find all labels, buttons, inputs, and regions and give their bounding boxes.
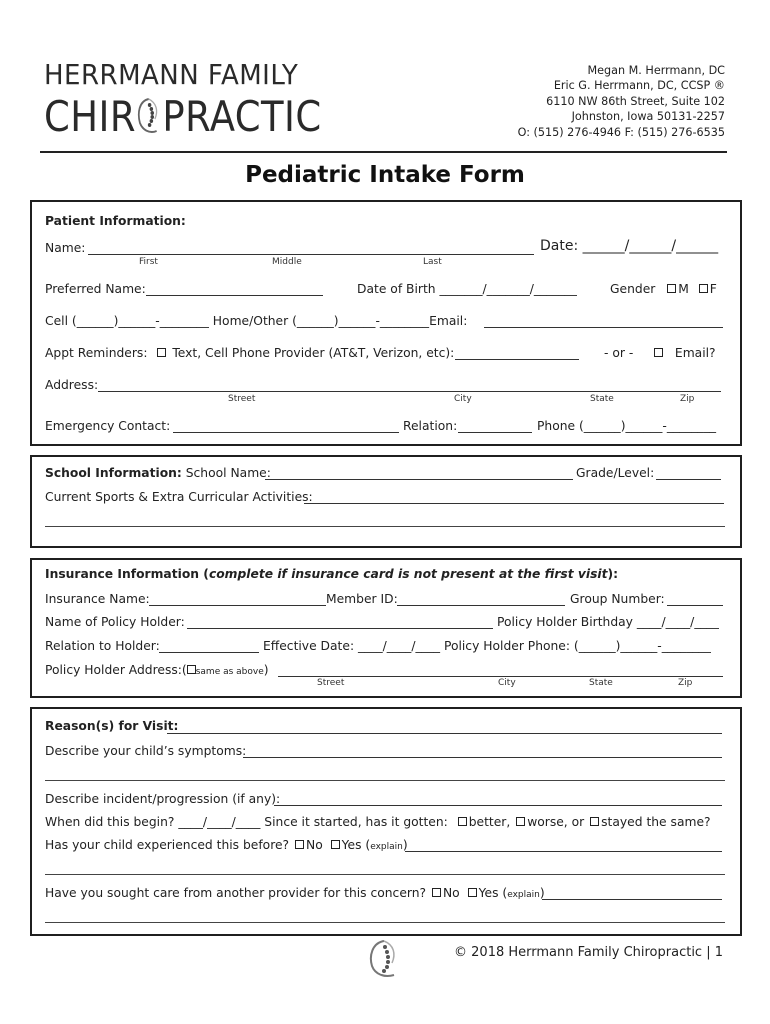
grade-label: Grade/Level: bbox=[576, 466, 655, 480]
better-checkbox[interactable] bbox=[458, 817, 467, 826]
doctor-name-1: Megan M. Herrmann, DC bbox=[587, 64, 725, 77]
date-field[interactable]: Date: ______/______/______ bbox=[540, 238, 719, 254]
symptoms-field[interactable] bbox=[243, 757, 722, 758]
phone-fax: O: (515) 276-4946 F: (515) 276-6535 bbox=[517, 125, 725, 139]
email-reminder-checkbox[interactable] bbox=[654, 348, 663, 357]
gender-m-checkbox[interactable] bbox=[667, 284, 676, 293]
insurance-heading-c: ): bbox=[607, 567, 619, 581]
gender-f-checkbox[interactable] bbox=[699, 284, 708, 293]
first-caption: First bbox=[139, 257, 158, 267]
gender-label: Gender bbox=[610, 282, 656, 296]
experienced-yes-checkbox[interactable] bbox=[331, 840, 340, 849]
gender-f-label: F bbox=[709, 282, 717, 296]
emergency-contact-label: Emergency Contact: bbox=[45, 419, 171, 433]
email-reminder-group bbox=[652, 346, 716, 360]
same-as-above-label: same as above bbox=[195, 667, 264, 677]
school-name-field[interactable] bbox=[265, 479, 573, 480]
address-field[interactable] bbox=[98, 391, 721, 392]
state-caption: State bbox=[590, 394, 614, 404]
same-as-above-checkbox[interactable] bbox=[187, 665, 196, 674]
gender-m-label: M bbox=[678, 282, 689, 296]
ins-state-caption: State bbox=[589, 678, 613, 688]
insurance-name-label: Insurance Name: bbox=[45, 592, 150, 606]
policy-holder-address-field[interactable] bbox=[278, 676, 723, 677]
experienced-explain-label: explain bbox=[370, 842, 403, 852]
middle-caption: Middle bbox=[272, 257, 302, 267]
sought-care-label: Have you sought care from another provider for this concern? bbox=[45, 886, 427, 900]
street-address: 6110 NW 86th Street, Suite 102 bbox=[546, 94, 725, 108]
insurance-heading bbox=[45, 567, 618, 581]
logo-text-b: PRACTIC bbox=[162, 92, 322, 141]
experienced-close-paren: ) bbox=[402, 838, 408, 852]
sought-field-continued[interactable] bbox=[45, 922, 725, 923]
policy-holder-birthday-field[interactable]: Policy Holder Birthday ____/____/____ bbox=[497, 615, 719, 629]
name-field[interactable] bbox=[88, 254, 534, 255]
footer-copyright: © 2018 Herrmann Family Chiropractic | 1 bbox=[454, 945, 723, 960]
relation-field[interactable] bbox=[458, 432, 532, 433]
email-question-label: Email? bbox=[674, 346, 716, 360]
school-name-label: School Name: bbox=[185, 466, 271, 480]
member-id-field[interactable] bbox=[397, 605, 565, 606]
insurance-name-field[interactable] bbox=[149, 605, 326, 606]
ins-street-caption: Street bbox=[317, 678, 345, 688]
experienced-field-continued[interactable] bbox=[45, 874, 725, 875]
address-label: Address: bbox=[45, 378, 99, 392]
dob-field[interactable]: Date of Birth _______/_______/_______ bbox=[357, 282, 577, 296]
preferred-name-label: Preferred Name: bbox=[45, 282, 146, 296]
reasons-for-visit-section bbox=[30, 707, 742, 936]
spine-logo-icon bbox=[136, 99, 162, 135]
or-label: - or - bbox=[604, 346, 634, 360]
preferred-name-field[interactable] bbox=[146, 295, 323, 296]
sought-yes-checkbox[interactable] bbox=[468, 888, 477, 897]
same-label: stayed the same? bbox=[601, 815, 711, 829]
sports-field-continued[interactable] bbox=[45, 526, 725, 527]
worse-label: worse, or bbox=[527, 815, 585, 829]
sought-no-checkbox[interactable] bbox=[432, 888, 441, 897]
phone-email-row[interactable]: Cell (______)______-________ Home/Other (______)______-________Email: bbox=[45, 314, 468, 328]
gender-group bbox=[610, 282, 717, 296]
group-number-field[interactable] bbox=[667, 605, 723, 606]
sought-explain-field[interactable] bbox=[542, 899, 722, 900]
onset-row bbox=[45, 815, 711, 829]
cell-provider-field[interactable] bbox=[455, 359, 579, 360]
group-number-label: Group Number: bbox=[570, 592, 665, 606]
relation-to-holder-label: Relation to Holder: bbox=[45, 639, 160, 653]
patient-information-section bbox=[30, 200, 742, 446]
sought-care-row bbox=[45, 886, 545, 900]
worse-checkbox[interactable] bbox=[516, 817, 525, 826]
appt-reminders-row bbox=[45, 346, 454, 360]
insurance-information-section bbox=[30, 558, 742, 698]
city-caption: City bbox=[454, 394, 472, 404]
header-divider bbox=[40, 151, 727, 153]
emergency-contact-field[interactable] bbox=[173, 432, 399, 433]
logo-title-line2 bbox=[44, 92, 322, 141]
reasons-field[interactable] bbox=[167, 733, 722, 734]
emergency-phone-field[interactable]: Phone (______)______-________ bbox=[537, 419, 717, 433]
reasons-label: Reason(s) for Visit: bbox=[45, 719, 179, 733]
experienced-yes-label: Yes ( bbox=[341, 838, 371, 852]
text-provider-label: Text, Cell Phone Provider (AT&T, Verizon, etc): bbox=[172, 346, 455, 360]
policy-holder-address-label: Policy Holder Address:( bbox=[45, 663, 187, 677]
patient-heading: Patient Information: bbox=[45, 214, 186, 228]
sports-label: Current Sports & Extra Curricular Activities: bbox=[45, 490, 313, 504]
same-checkbox[interactable] bbox=[590, 817, 599, 826]
school-information-section bbox=[30, 455, 742, 548]
incident-label: Describe incident/progression (if any): bbox=[45, 792, 281, 806]
city-address: Johnston, Iowa 50131-2257 bbox=[571, 110, 725, 124]
policy-holder-address-row bbox=[45, 663, 269, 677]
zip-caption: Zip bbox=[680, 394, 695, 404]
symptoms-label: Describe your child’s symptoms: bbox=[45, 744, 247, 758]
effective-date-phone-field[interactable]: Effective Date: ____/____/____ Policy Holder Phone: (______)______-________ bbox=[263, 639, 711, 653]
incident-field[interactable] bbox=[274, 805, 722, 806]
experienced-explain-field[interactable] bbox=[405, 851, 722, 852]
onset-label[interactable]: When did this begin? ____/____/____ Since it started, has it gotten: bbox=[45, 815, 448, 829]
street-caption: Street bbox=[228, 394, 256, 404]
member-id-label: Member ID: bbox=[326, 592, 398, 606]
email-field[interactable] bbox=[484, 327, 723, 328]
last-caption: Last bbox=[423, 257, 442, 267]
sought-yes-label: Yes ( bbox=[478, 886, 508, 900]
sought-close-paren: ) bbox=[539, 886, 545, 900]
appt-label: Appt Reminders: bbox=[45, 346, 148, 360]
name-label: Name: bbox=[45, 241, 86, 255]
insurance-heading-note: complete if insurance card is not present at the first visit bbox=[208, 567, 608, 581]
experienced-label: Has your child experienced this before? bbox=[45, 838, 290, 852]
school-heading: School Information: bbox=[45, 466, 182, 480]
experienced-no-checkbox[interactable] bbox=[295, 840, 304, 849]
grade-field[interactable] bbox=[656, 479, 721, 480]
sought-explain-label: explain bbox=[507, 890, 540, 900]
doctor-name-2: Eric G. Herrmann, DC, CCSP ® bbox=[553, 79, 725, 93]
ins-zip-caption: Zip bbox=[678, 678, 693, 688]
text-reminder-checkbox[interactable] bbox=[157, 348, 166, 357]
footer-spine-logo-icon bbox=[366, 938, 402, 980]
form-title: Pediatric Intake Form bbox=[245, 162, 525, 188]
sports-field[interactable] bbox=[304, 503, 724, 504]
logo-text-a: CHIR bbox=[44, 92, 136, 141]
relation-label: Relation: bbox=[403, 419, 458, 433]
experienced-row bbox=[45, 838, 408, 852]
insurance-heading-a: Insurance Information ( bbox=[45, 567, 209, 581]
policy-holder-name-label: Name of Policy Holder: bbox=[45, 615, 185, 629]
relation-to-holder-field[interactable] bbox=[159, 652, 259, 653]
logo-title-line1: HERRMANN FAMILY bbox=[44, 58, 299, 91]
symptoms-field-continued[interactable] bbox=[45, 780, 725, 781]
policy-holder-name-field[interactable] bbox=[187, 628, 493, 629]
experienced-no-label: No bbox=[306, 838, 323, 852]
sought-no-label: No bbox=[442, 886, 460, 900]
school-row bbox=[45, 466, 271, 480]
better-label: better, bbox=[468, 815, 511, 829]
address-close-paren: ) bbox=[263, 663, 269, 677]
ins-city-caption: City bbox=[498, 678, 516, 688]
practice-contact bbox=[518, 63, 725, 140]
